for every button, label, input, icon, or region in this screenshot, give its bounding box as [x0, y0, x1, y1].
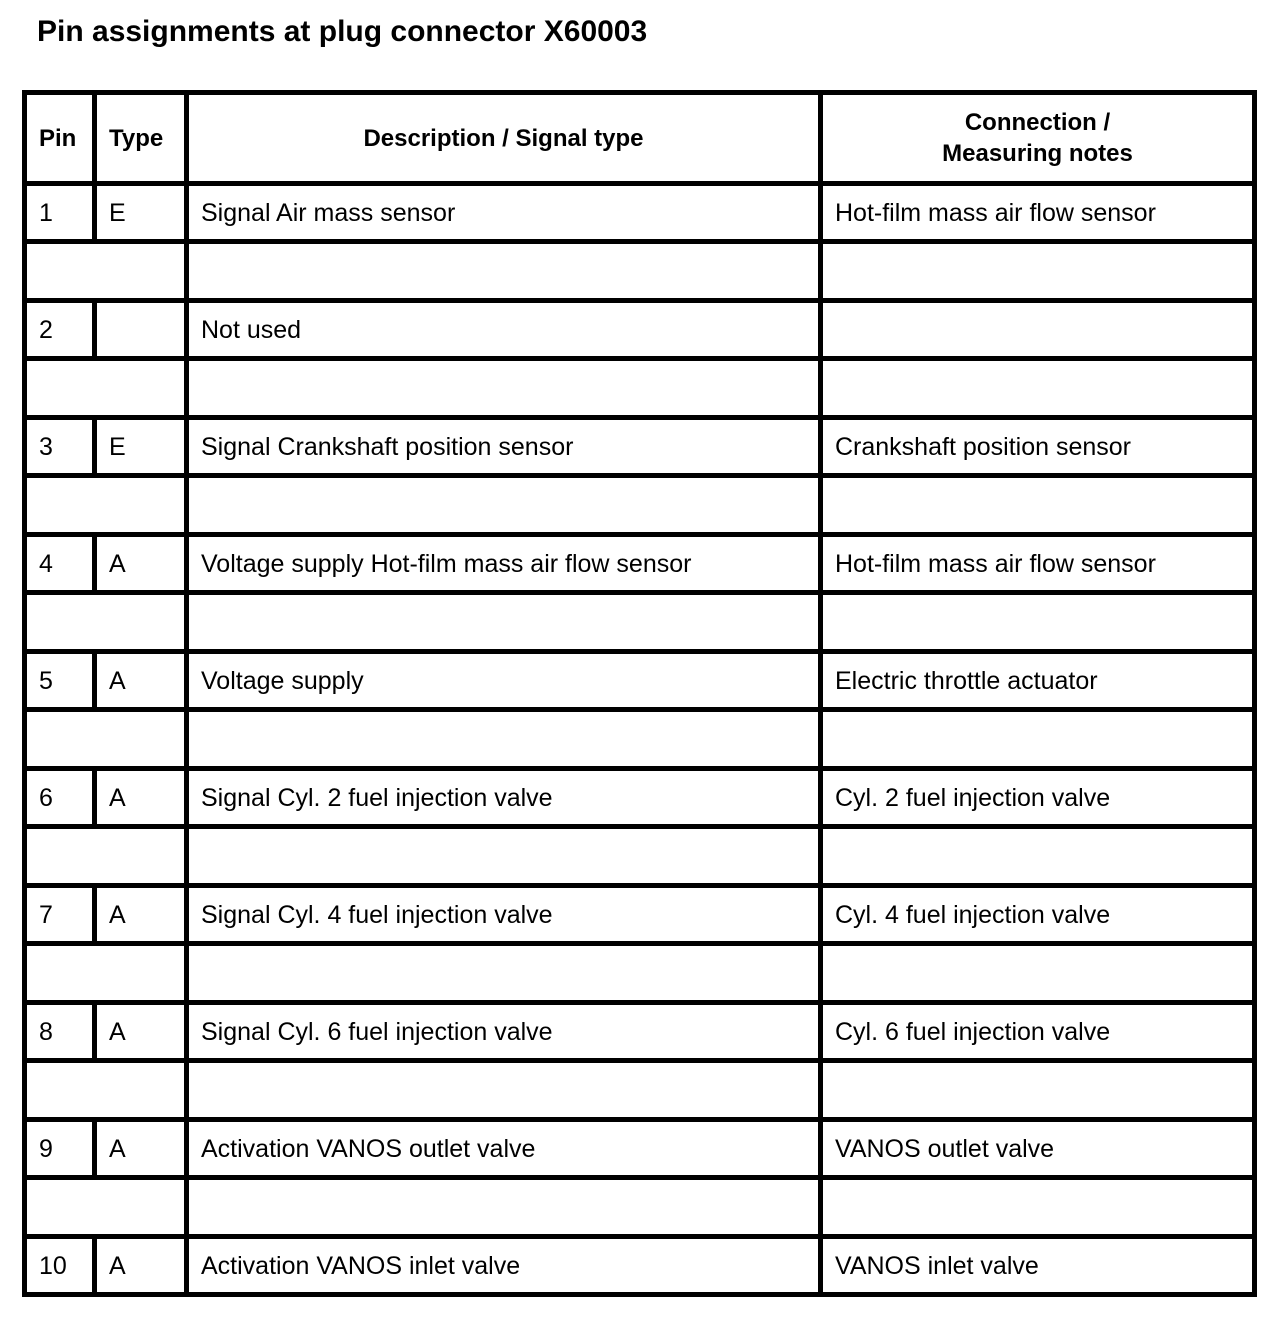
pin-cell: 2 — [25, 301, 95, 359]
description-cell: Activation VANOS inlet valve — [187, 1237, 821, 1295]
spacer-row — [25, 593, 1255, 652]
pin-assignment-table — [22, 90, 1257, 1297]
spacer-row — [25, 476, 1255, 535]
description-cell: Signal Cyl. 6 fuel injection valve — [187, 1003, 821, 1061]
spacer-cell — [25, 242, 187, 301]
spacer-cell — [821, 359, 1255, 418]
spacer-row — [25, 242, 1255, 301]
spacer-cell — [187, 242, 821, 301]
connection-cell: Cyl. 4 fuel injection valve — [821, 886, 1255, 944]
table-row — [25, 652, 1255, 710]
connection-cell: VANOS outlet valve — [821, 1120, 1255, 1178]
table-row — [25, 1120, 1255, 1178]
connection-header-line1: Connection / — [964, 109, 1111, 136]
table-header-row — [25, 93, 1255, 184]
pin-cell: 9 — [25, 1120, 95, 1178]
pin-cell: 4 — [25, 535, 95, 593]
pin-cell: 3 — [25, 418, 95, 476]
spacer-row — [25, 359, 1255, 418]
table-row — [25, 886, 1255, 944]
connection-header-line2: Measuring notes — [942, 140, 1133, 167]
pin-cell: 8 — [25, 1003, 95, 1061]
pin-cell: 6 — [25, 769, 95, 827]
type-cell: E — [95, 184, 187, 242]
spacer-cell — [821, 827, 1255, 886]
spacer-cell — [25, 827, 187, 886]
table-row — [25, 769, 1255, 827]
pin-cell: 5 — [25, 652, 95, 710]
description-cell: Not used — [187, 301, 821, 359]
type-cell: A — [95, 1003, 187, 1061]
description-cell: Voltage supply Hot-film mass air flow sensor — [187, 535, 821, 593]
spacer-row — [25, 1178, 1255, 1237]
spacer-row — [25, 944, 1255, 1003]
pin-column-header: Pin — [25, 93, 95, 184]
spacer-cell — [25, 1178, 187, 1237]
type-cell — [95, 301, 187, 359]
connection-cell: Cyl. 2 fuel injection valve — [821, 769, 1255, 827]
connection-cell: Crankshaft position sensor — [821, 418, 1255, 476]
type-cell: A — [95, 769, 187, 827]
spacer-row — [25, 710, 1255, 769]
spacer-cell — [25, 1061, 187, 1120]
spacer-cell — [187, 1061, 821, 1120]
description-cell: Signal Cyl. 2 fuel injection valve — [187, 769, 821, 827]
spacer-cell — [25, 359, 187, 418]
spacer-cell — [187, 593, 821, 652]
spacer-cell — [821, 944, 1255, 1003]
spacer-cell — [821, 242, 1255, 301]
spacer-cell — [25, 593, 187, 652]
connection-cell: Hot-film mass air flow sensor — [821, 535, 1255, 593]
connection-column-header — [821, 93, 1255, 184]
pin-cell: 10 — [25, 1237, 95, 1295]
type-cell: E — [95, 418, 187, 476]
table-row — [25, 301, 1255, 359]
spacer-row — [25, 827, 1255, 886]
spacer-cell — [25, 944, 187, 1003]
description-cell: Signal Cyl. 4 fuel injection valve — [187, 886, 821, 944]
spacer-cell — [821, 710, 1255, 769]
description-cell: Signal Air mass sensor — [187, 184, 821, 242]
spacer-cell — [821, 593, 1255, 652]
page-title: Pin assignments at plug connector X60003 — [37, 15, 648, 48]
connection-cell: Hot-film mass air flow sensor — [821, 184, 1255, 242]
spacer-cell — [821, 476, 1255, 535]
pin-cell: 1 — [25, 184, 95, 242]
type-cell: A — [95, 886, 187, 944]
connection-cell: VANOS inlet valve — [821, 1237, 1255, 1295]
description-cell: Signal Crankshaft position sensor — [187, 418, 821, 476]
description-column-header: Description / Signal type — [187, 93, 821, 184]
spacer-cell — [187, 710, 821, 769]
type-cell: A — [95, 652, 187, 710]
table-row — [25, 184, 1255, 242]
type-column-header: Type — [95, 93, 187, 184]
description-cell: Activation VANOS outlet valve — [187, 1120, 821, 1178]
spacer-cell — [187, 1178, 821, 1237]
spacer-cell — [25, 476, 187, 535]
type-cell: A — [95, 1120, 187, 1178]
pin-cell: 7 — [25, 886, 95, 944]
spacer-cell — [821, 1178, 1255, 1237]
spacer-cell — [821, 1061, 1255, 1120]
table-row — [25, 418, 1255, 476]
spacer-cell — [187, 476, 821, 535]
type-cell: A — [95, 535, 187, 593]
spacer-row — [25, 1061, 1255, 1120]
description-cell: Voltage supply — [187, 652, 821, 710]
table-row — [25, 1237, 1255, 1295]
spacer-cell — [187, 359, 821, 418]
connection-cell: Cyl. 6 fuel injection valve — [821, 1003, 1255, 1061]
table-row — [25, 1003, 1255, 1061]
spacer-cell — [25, 710, 187, 769]
connection-cell — [821, 301, 1255, 359]
type-cell: A — [95, 1237, 187, 1295]
spacer-cell — [187, 827, 821, 886]
table-row — [25, 535, 1255, 593]
spacer-cell — [187, 944, 821, 1003]
connection-cell: Electric throttle actuator — [821, 652, 1255, 710]
